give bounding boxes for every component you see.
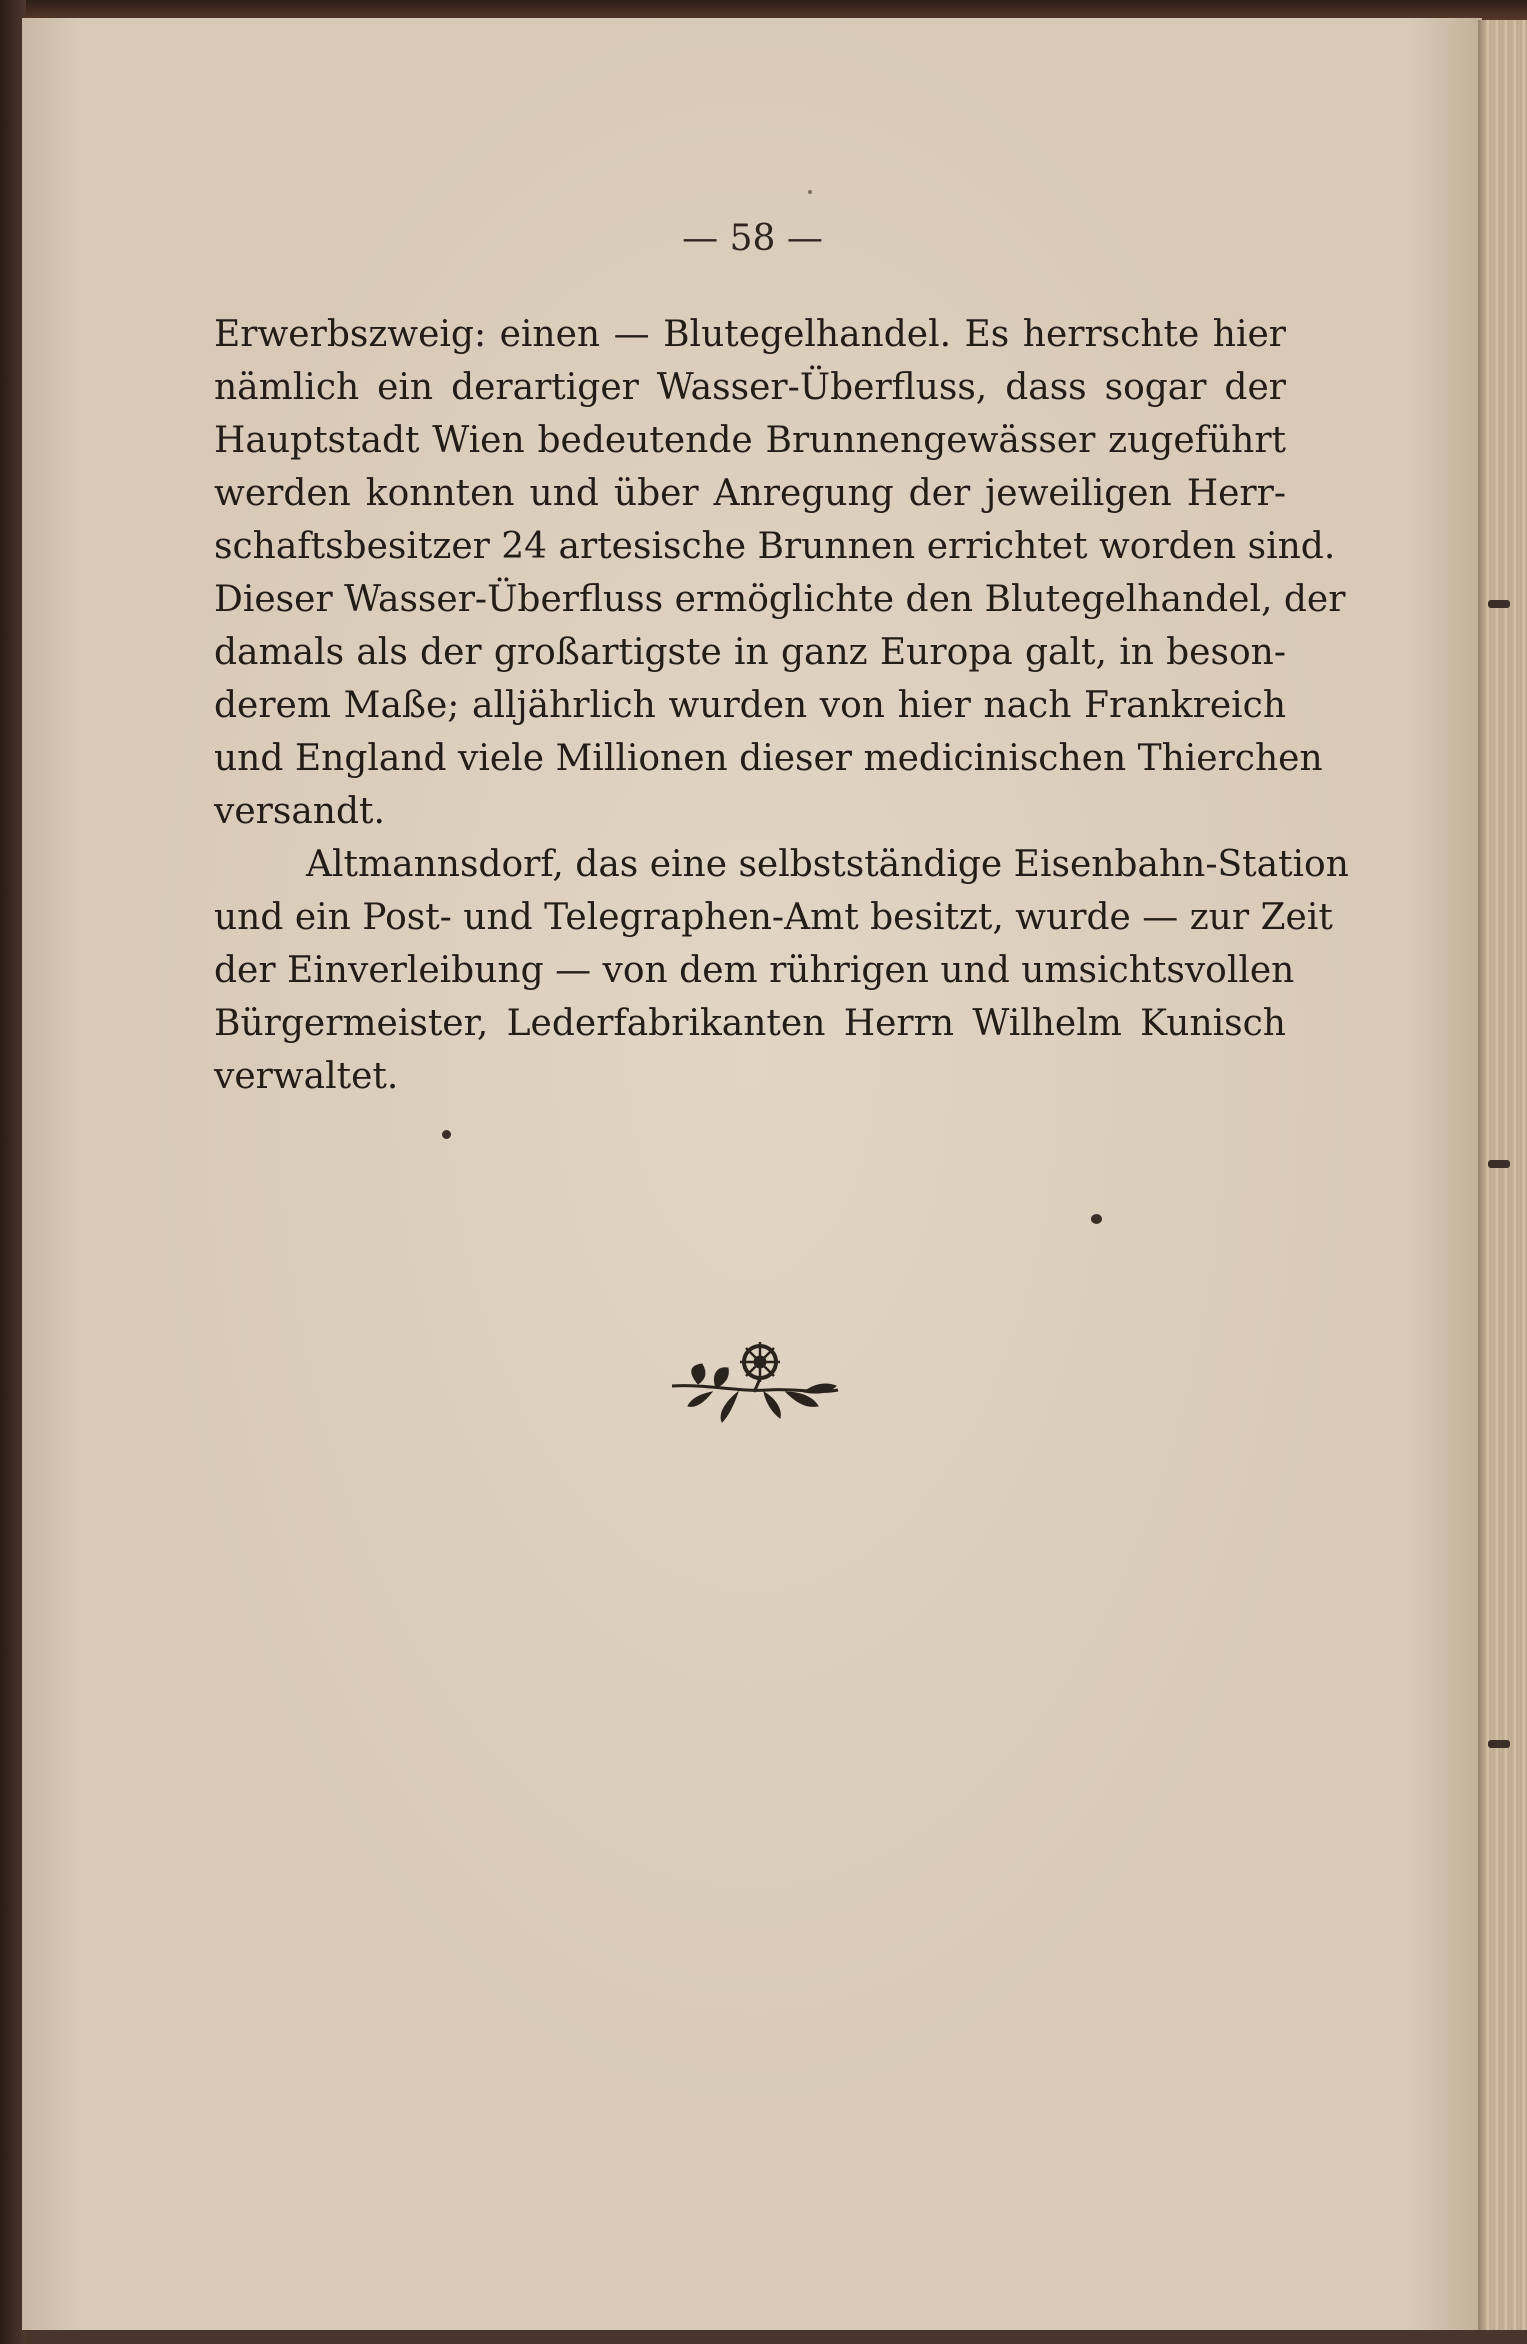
flower-ornament-icon — [668, 1336, 842, 1432]
text-line: Dieser Wasser-Überfluss ermöglichte den Blutegelhandel, der — [214, 579, 1346, 620]
text-line: versandt. — [214, 791, 385, 832]
ink-speck — [1488, 1160, 1510, 1168]
ink-speck — [1091, 1214, 1102, 1224]
ink-speck — [442, 1130, 451, 1139]
ink-speck — [808, 190, 812, 194]
text-line: Erwerbszweig: einen — Blutegelhandel. Es herrschte hier — [214, 314, 1286, 355]
text-line: werden konnten und über Anregung der jeweiligen Herr- — [214, 473, 1286, 514]
text-line: Hauptstadt Wien bedeutende Brunnengewässer zugeführt — [214, 420, 1286, 461]
page-edge-shadow — [1478, 20, 1486, 2330]
text-line: derem Maße; alljährlich wurden von hier nach Frankreich — [214, 685, 1286, 726]
ink-speck — [1488, 600, 1510, 608]
text-line: nämlich ein derartiger Wasser-Überfluss, dass sogar der — [214, 367, 1286, 408]
page-number: — 58 — — [682, 218, 823, 259]
text-line: und England viele Millionen dieser medicinischen Thierchen — [214, 738, 1323, 779]
body-text — [214, 308, 1349, 1103]
text-line: damals als der großartigste in ganz Europa galt, in beson- — [214, 632, 1286, 673]
page-fore-edge — [1482, 20, 1527, 2330]
text-line: Bürgermeister, Lederfabrikanten Herrn Wilhelm Kunisch — [214, 1003, 1286, 1044]
text-line: und ein Post- und Telegraphen-Amt besitzt, wurde — zur Zeit — [214, 897, 1333, 938]
ink-speck — [1488, 1740, 1510, 1748]
text-line: verwaltet. — [214, 1056, 399, 1097]
text-line: schaftsbesitzer 24 artesische Brunnen errichtet worden sind. — [214, 526, 1336, 567]
text-line: der Einverleibung — von dem rührigen und umsichtsvollen — [214, 950, 1295, 991]
text-line: Altmannsdorf, das eine selbstständige Eisenbahn-Station — [306, 844, 1349, 885]
